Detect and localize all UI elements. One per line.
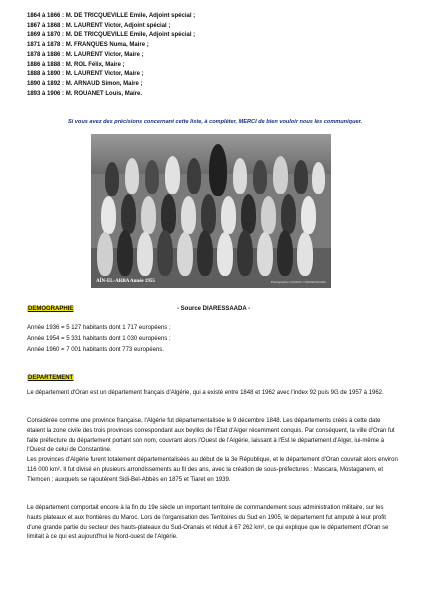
department-paragraph: Le département comportait encore à la fin du 19e siècle un important territoire de commandement sous administration militaire, sur les hauts plateaux et aux frontières du Maroc. Lors de l'organisation des Territoires du Sud en 1905, le département fut amputé à leur profit d'une grande partie du secteur des hauts-plateaux du Sud-Oranais et réduit à 67 262 km², ce qui explique que le département d'Oran se limitait à ce qui est aujourd'hui le Nord-ouest de l'Algérie. <box>27 505 389 541</box>
mayor-entry: 1869 à 1870 : M. DE TRICQUEVILLE Emile, Adjoint spécial ; <box>27 32 196 39</box>
mayor-entry: 1867 à 1868 : M. LAURENT Victor, Adjoint spécial ; <box>27 22 171 29</box>
population-row: Année 1960 = 7 001 habitants dont 773 européens. <box>27 347 164 353</box>
department-title: DEPARTEMENT <box>28 375 74 381</box>
photo-child <box>105 162 119 196</box>
department-paragraph-part: Les provinces d'Algérie furent totalement départementalisées au début de la 3e République, et le département d'Oran couvrait alors environ 116 000 km². Il fut divisé en plusieurs arrondissements au fil des ans, avec la création de sous-préfectures : Mascara, Mostaganem, et Tlemcen ; auxquels se rajoutèrent Sidi-Bel-Abbès en 1875 et Tiaret en 1939. <box>27 457 398 483</box>
photo-child <box>117 230 133 276</box>
mayor-entry: 1878 à 1886 : M. LAURENT Victor, Maire ; <box>27 51 144 58</box>
photo-child <box>297 232 313 276</box>
photo-child <box>97 232 113 276</box>
photo-child <box>301 196 316 234</box>
photo-child <box>294 160 308 194</box>
mayor-entry: 1886 à 1888 : M. ROL Félix, Maire ; <box>27 61 125 68</box>
population-row: Année 1936 = 5 127 habitants dont 1 717 européens ; <box>27 325 171 331</box>
request-note: Si vous avez des précisions concernant cette liste, à compléter, MERCI de bien vouloir nous les communiquer. <box>67 119 363 125</box>
demography-source: - Source DIARESSAADA - <box>177 306 251 312</box>
photo-child <box>273 156 288 194</box>
population-row: Année 1954 = 5 331 habitants dont 1 030 européens ; <box>27 336 171 342</box>
department-paragraph-part: Considérée comme une province française, l'Algérie fut départementalisée le 9 décembre 1848. Les départements créés à cette date étaient la zone civile des trois provinces correspondant aux beyliks de l'État d'Alger récemment conquis. Par conséquent, la ville d'Oran fut faite préfecture du département portant son nom, couvrant alors l'Ouest de l'Algérie, laissant à l'Est le département d'Alger, lui-même à l'Ouest de celui de Constantine. <box>27 418 395 454</box>
mayor-entry: 1893 à 1906 : M. ROUANET Louis, Maire. <box>27 90 143 97</box>
demography-header <box>27 306 397 315</box>
photo-child <box>137 232 153 276</box>
department-paragraph <box>27 417 399 486</box>
photo-child <box>197 230 213 276</box>
photo-child <box>157 230 173 276</box>
photo-child <box>233 158 247 194</box>
photo-child <box>181 196 196 234</box>
class-photo <box>91 134 331 288</box>
photo-child <box>145 160 159 194</box>
photo-child <box>253 160 267 194</box>
mayor-list <box>27 12 195 99</box>
photo-child <box>241 194 256 234</box>
mayor-entry: 1888 à 1890 : M. LAURENT Victor, Maire ; <box>27 71 144 78</box>
photo-child <box>281 194 296 234</box>
photo-child <box>165 156 180 194</box>
photo-child <box>257 232 273 276</box>
population-list <box>27 323 171 356</box>
photo-child <box>237 230 253 276</box>
photo-child <box>312 162 325 194</box>
department-paragraph: Le département d'Oran est un département français d'Algérie, qui a existé entre 1848 et 1962 avec l'index 92 puis 9G de 1957 à 1962. <box>27 390 384 396</box>
photo-teacher <box>209 144 227 196</box>
photo-child <box>221 196 236 234</box>
photo-child <box>187 158 201 194</box>
mayor-entry: 1890 à 1892 : M. ARNAUD Simon, Maire ; <box>27 80 143 87</box>
mayor-entry: 1864 à 1866 : M. DE TRICQUEVILLE Emile, Adjoint spécial ; <box>27 13 196 19</box>
photo-child <box>217 232 233 276</box>
photo-child <box>277 230 293 276</box>
photo-caption: AÏN-EL-ARBA Année 1955 <box>96 279 155 284</box>
photo-child <box>121 194 136 234</box>
photo-credit: Photographie CASSOU / DIARESSAADA <box>270 280 326 284</box>
photo-child <box>125 158 139 194</box>
photo-child <box>261 196 276 234</box>
demography-title: DEMOGRAPHIE <box>28 306 74 312</box>
photo-child <box>141 196 156 234</box>
photo-child <box>101 196 116 234</box>
photo-child <box>177 232 193 276</box>
mayor-entry: 1871 à 1878 : M. FRANQUES Numa, Maire ; <box>27 42 149 49</box>
photo-child <box>201 194 216 234</box>
photo-child <box>161 194 176 234</box>
